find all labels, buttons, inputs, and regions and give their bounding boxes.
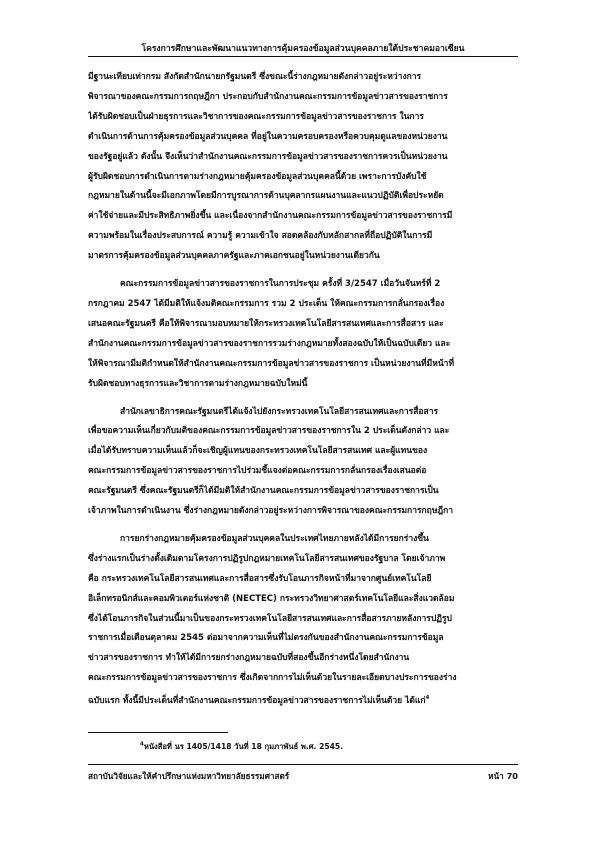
text-line: รับผิดชอบทางธุรการและวิชาการตามร่างกฎหมายฉบับใหม่นี้ xyxy=(88,378,308,389)
paragraph-2 xyxy=(88,275,518,394)
text-line: เพื่อขอความเห็นเกี่ยวกับมติของคณะกรรมการข้อมูลข่าวสารของราชการใน 2 ประเด็นดังกล่าว และ xyxy=(88,426,450,437)
text-line: ซึ่งได้โอนภารกิจในส่วนนี้มาเป็นของกระทรวงเทคโนโลยีสารสนเทศและการสื่อสารภายหลังการปฏิรูป xyxy=(88,613,452,624)
body-text xyxy=(88,68,518,720)
text-line: ราชการเมื่อเดือนตุลาคม 2545 ต่อมาจากความเห็นที่ไม่ตรงกันของสำนักงานคณะกรรมการข้อมูล xyxy=(88,633,444,644)
text-line: เจ้าภาพในการดำเนินงาน ซึ่งร่างกฎหมายดังกล่าวอยู่ระหว่างการพิจารณาของคณะกรรมการกฤษฎีกา xyxy=(88,506,454,517)
text-line: สำนักเลขาธิการคณะรัฐมนตรีได้แจ้งไปยังกระทรวงเทคโนโลยีสารสนเทศและการสื่อสาร xyxy=(120,406,439,417)
footnote xyxy=(140,741,343,753)
text-line: เมื่อได้รับทราบความเห็นแล้วก็จะเชิญผู้แทนของกระทรวงเทคโนโลยีสารสนเทศ และผู้แทนของ xyxy=(88,446,428,457)
text-line: คือ กระทรวงเทคโนโลยีสารสนเทศและการสื่อสารซึ่งรับโอนภารกิจหน้าที่มาจากศูนย์เทคโนโลยี xyxy=(88,573,432,584)
text-line: กฎหมายในด้านนี้จะมีเอกภาพโดยมีการบูรณาการด้านบุคลากรแผนงานและแนวปฏิบัติเพื่อประหยัด xyxy=(88,191,444,202)
text-line: คณะกรรมการข้อมูลข่าวสารของราชการ ซึ่งเกิดจากการไม่เห็นด้วยในรายละเอียดบางประการของร่าง xyxy=(88,673,457,684)
text-line: มาตรการคุ้มครองข้อมูลส่วนบุคคลภาครัฐและภาคเอกชนอยู่ในหน่วยงานเดียวกัน xyxy=(88,251,380,262)
text-line: ข่าวสารของราชการ ทำให้ได้มีการยกร่างกฎหมายฉบับที่สองขึ้นอีกร่างหนึ่งโดยสำนักงาน xyxy=(88,653,410,664)
paragraph-1 xyxy=(88,68,518,267)
text-line: สำนักงานคณะกรรมการข้อมูลข่าวสารของราชการรวมร่างกฎหมายทั้งสองฉบับให้เป็นฉบับเดียว และ xyxy=(88,338,451,349)
text-line: ค่าใช้จ่ายและมีประสิทธิภาพยิ่งขึ้น และเนื่องจากสำนักงานคณะกรรมการข้อมูลข่าวสารของราชการมี xyxy=(88,211,453,222)
text-line: ของรัฐอยู่แล้ว ดังนั้น จึงเห็นว่าสำนักงานคณะกรรมการข้อมูลข่าวสารของราชการควรเป็นหน่วยงาน xyxy=(88,151,448,162)
page-number: หน้า 70 xyxy=(488,771,518,781)
text-line: กรกฎาคม 2547 ได้มีมติให้แจ้งมติคณะกรรมการ รวม 2 ประเด็น ให้คณะกรรมการกลั่นกรองเรื่อง xyxy=(88,298,445,309)
paragraph-3 xyxy=(88,403,518,522)
text-line: คณะกรรมการข้อมูลข่าวสารของราชการในการประชุม ครั้งที่ 3/2547 เมื่อวันจันทร์ที่ 2 xyxy=(120,279,441,290)
footnote-separator xyxy=(88,732,228,733)
footer-institution: สถาบันวิจัยและให้คำปรึกษาแห่งมหาวิทยาลัยธรรมศาสตร์ xyxy=(88,771,290,781)
text-line xyxy=(88,689,518,712)
text-line: ได้รับผิดชอบเป็นฝ่ายธุรการและวิชาการของคณะกรรมการข้อมูลข่าวสารของราชการ ในการ xyxy=(88,111,424,122)
footnote-marker: 4 xyxy=(140,741,144,748)
text-line: พิจารณาของคณะกรรมการกฤษฎีกา ประกอบกับสำนักงานคณะกรรมการข้อมูลข่าวสารของราชการ xyxy=(88,91,448,102)
text-line: เสนอคณะรัฐมนตรี คือให้พิจารณามอบหมายให้กระทรวงเทคโนโลยีสารสนเทศและการสื่อสาร และ xyxy=(88,318,444,329)
text-line: มีฐานะเทียบเท่ากรม สังกัดสำนักนายกรัฐมนตรี ซึ่งขณะนี้ร่างกฎหมายดังกล่าวอยู่ระหว่างการ xyxy=(88,72,422,82)
text-line-content: ฉบับแรก ทั้งนี้มีประเด็นที่สำนักงานคณะกรรมการข้อมูลข่าวสารของราชการไม่เห็นด้วย ได้แก่ xyxy=(88,696,426,707)
text-line: การยกร่างกฎหมายคุ้มครองข้อมูลส่วนบุคคลในประเทศไทยภายหลังได้มีการยกร่างขึ้น xyxy=(120,533,429,544)
footnote-text: หนังสือที่ นร 1405/1418 วันที่ 18 กุมภาพันธ์ พ.ศ. 2545. xyxy=(143,742,344,751)
footnote-ref[interactable]: 4 xyxy=(425,695,430,702)
text-line: คณะรัฐมนตรี ซึ่งคณะรัฐมนตรีก็ได้มีมติให้สำนักงานคณะกรรมการข้อมูลข่าวสารของราชการเป็น xyxy=(88,486,439,497)
text-line: คณะกรรมการข้อมูลข่าวสารของราชการไปร่วมชี้แจงต่อคณะกรรมการกลั่นกรองเรื่องเสนอต่อ xyxy=(88,466,427,477)
footer-rule xyxy=(88,764,518,765)
text-line: อิเล็กทรอนิกส์และคอมพิวเตอร์แห่งชาติ (NECTEC) กระทรวงวิทยาศาสตร์เทคโนโลยีและสิ่งแวดล้อม xyxy=(88,593,455,604)
running-header: โครงการศึกษาและพัฒนาแนวทางการคุ้มครองข้อมูลส่วนบุคคลภายใต้ประชาคมอาเซียน xyxy=(141,44,465,54)
text-line: ซึ่งร่างแรกเป็นร่างดั้งเดิมตามโครงการปฏิรูปกฎหมายเทคโนโลยีสารสนเทศของรัฐบาล โดยเจ้าภาพ xyxy=(88,553,446,564)
paragraph-4 xyxy=(88,530,518,712)
text-line: ดำเนินการด้านการคุ้มครองข้อมูลส่วนบุคคล ที่อยู่ในความครอบครองหรือควบคุมดูแลของหน่วยงาน xyxy=(88,131,448,142)
header-rule xyxy=(88,56,518,57)
text-line: ผู้รับผิดชอบการดำเนินการตามร่างกฎหมายคุ้มครองข้อมูลส่วนบุคคลนี้ด้วย เพราะการบังคับใช้ xyxy=(88,171,427,182)
text-line: ให้พิจารณามีมติกำหนดให้สำนักงานคณะกรรมการข้อมูลข่าวสารของราชการ เป็นหน่วยงานที่มีหน้าที่ xyxy=(88,358,455,369)
text-line: ความพร้อมในเรื่องประสบการณ์ ความรู้ ความเข้าใจ สอดคล้องกับหลักสากลที่ถือปฏิบัติในการมี xyxy=(88,231,433,242)
